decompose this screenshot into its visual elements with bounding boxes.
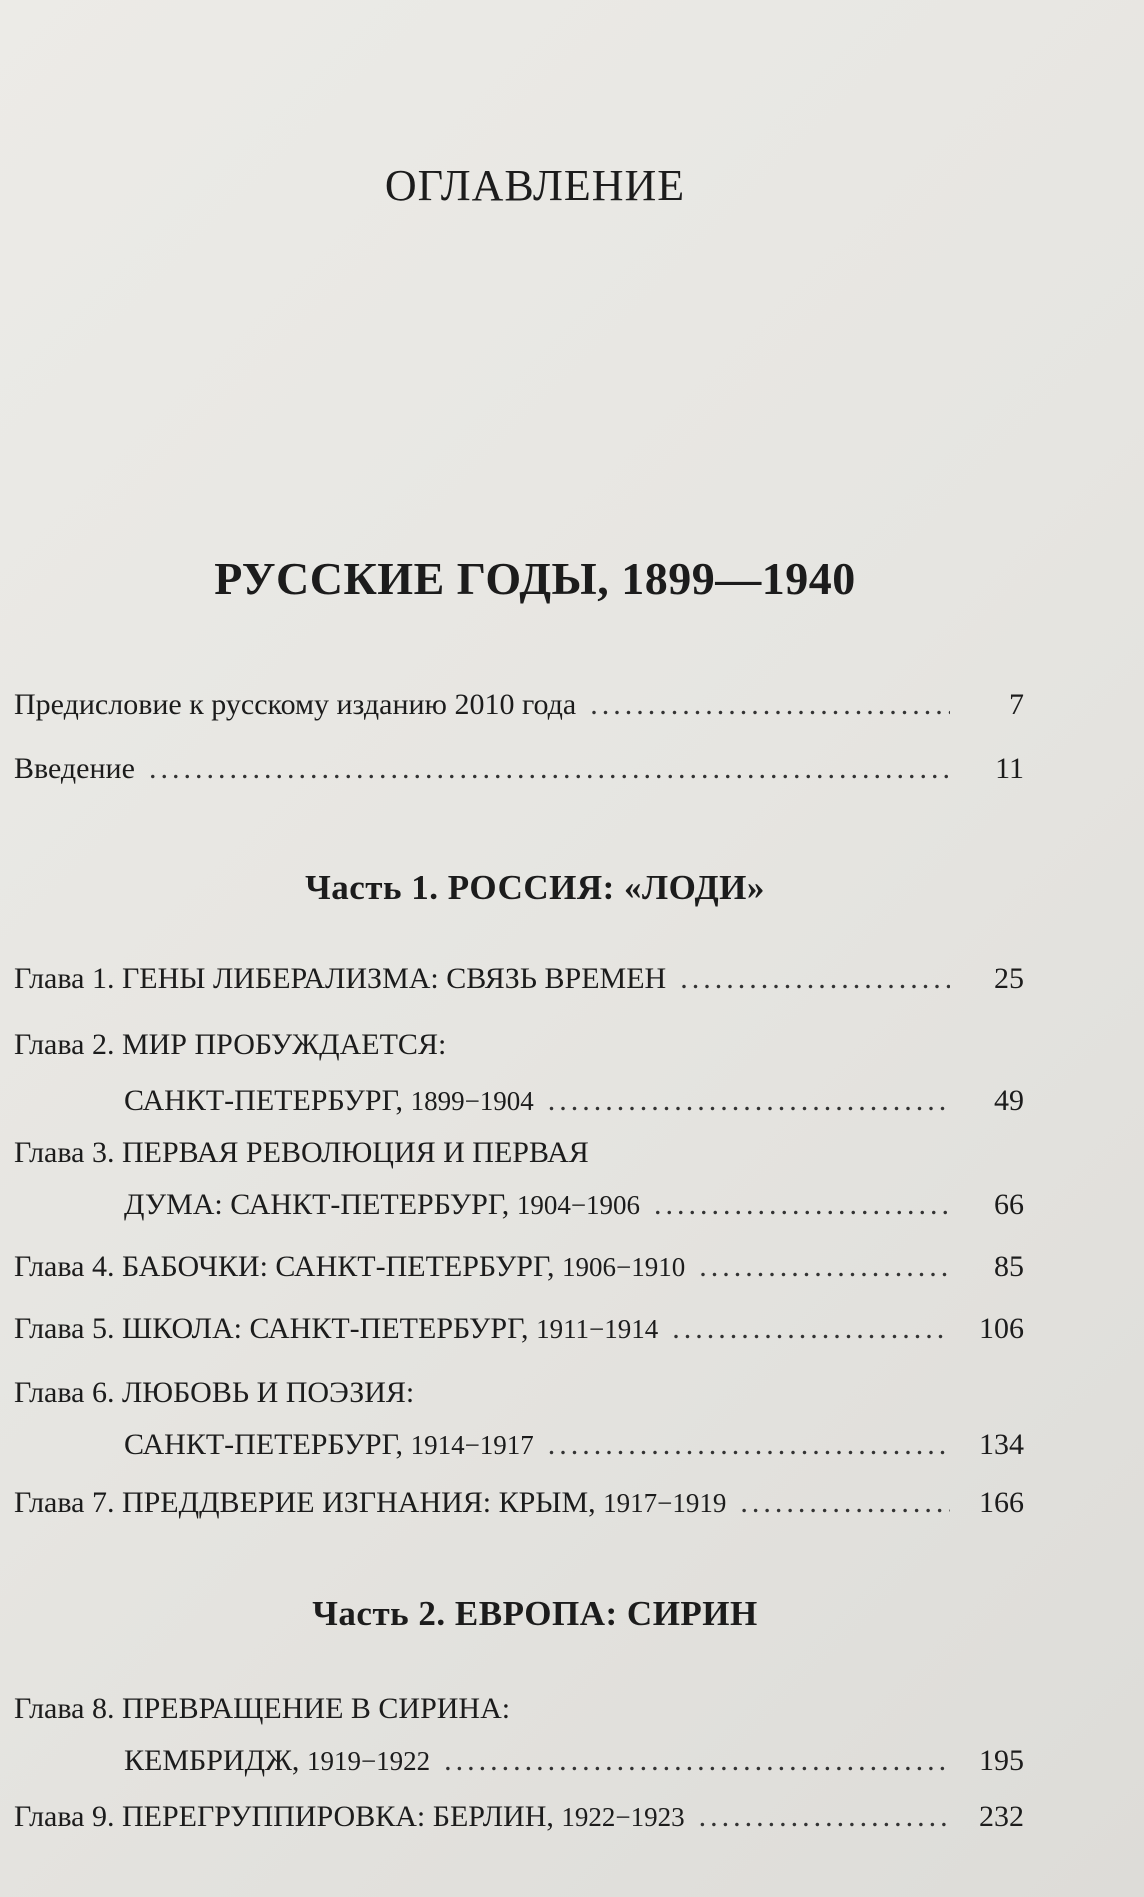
toc-entry-chapter-5[interactable] [14,1310,1024,1348]
entry-years: 1919−1922 [306,1746,431,1776]
entry-page: 134 [979,1428,1024,1461]
toc-entry-preface[interactable] [14,686,1024,724]
toc-entry-chapter-3[interactable] [14,1134,1024,1224]
toc-entry-chapter-4[interactable] [14,1248,1024,1286]
part-2-title: Часть 2. ЕВРОПА: СИРИН [312,1594,758,1633]
entry-title: Глава 7. ПРЕДДВЕРИЕ ИЗГНАНИЯ: КРЫМ, 1917−1919 [14,1486,727,1519]
leader-dots [444,1742,950,1780]
entry-subtitle: САНКТ-ПЕТЕРБУРГ, 1899−1904 [124,1084,534,1117]
entry-title: Глава 3. ПЕРВАЯ РЕВОЛЮЦИЯ И ПЕРВАЯ [14,1136,589,1169]
entry-years: 1904−1906 [516,1190,641,1220]
leader-dots [548,1082,950,1120]
entry-page: 7 [1009,688,1024,721]
entry-title: Глава 4. БАБОЧКИ: САНКТ-ПЕТЕРБУРГ, 1906−1910 [14,1250,686,1283]
toc-heading: ОГЛАВЛЕНИЕ [384,161,686,210]
leader-dots [548,1426,950,1464]
entry-title: Глава 6. ЛЮБОВЬ И ПОЭЗИЯ: [14,1376,415,1409]
toc-entry-chapter-1[interactable] [14,960,1024,998]
entry-years: 1911−1914 [536,1314,659,1344]
entry-years: 1899−1904 [410,1086,534,1116]
section-title: РУССКИЕ ГОДЫ, 1899—1940 [214,553,856,604]
toc-entry-chapter-6[interactable] [14,1374,1024,1464]
leader-dots [699,1798,950,1836]
entry-title: Глава 2. МИР ПРОБУЖДАЕТСЯ: [14,1028,447,1061]
leader-dots [672,1310,950,1348]
entry-years: 1914−1917 [410,1430,534,1460]
leader-dots [680,960,950,998]
entry-subtitle: КЕМБРИДЖ, 1919−1922 [124,1744,431,1777]
entry-subtitle: САНКТ-ПЕТЕРБУРГ, 1914−1917 [124,1428,534,1461]
entry-page: 11 [995,752,1024,785]
entry-page: 66 [994,1188,1024,1221]
leader-dots [149,750,950,788]
entry-years: 1922−1923 [561,1802,685,1832]
entry-title: Предисловие к русскому изданию 2010 года [14,688,577,721]
leader-dots [699,1248,950,1286]
entry-title: Введение [14,752,135,785]
entry-page: 195 [979,1744,1024,1777]
leader-dots [740,1484,950,1522]
entry-title: Глава 5. ШКОЛА: САНКТ-ПЕТЕРБУРГ, 1911−1914 [14,1312,659,1345]
entry-page: 25 [994,962,1024,995]
toc-entry-introduction[interactable] [14,750,1024,788]
leader-dots [654,1186,950,1224]
entry-page: 49 [994,1084,1024,1117]
entry-page: 85 [994,1250,1024,1283]
entry-page: 166 [979,1486,1024,1519]
entry-title: Глава 1. ГЕНЫ ЛИБЕРАЛИЗМА: СВЯЗЬ ВРЕМЕН [14,962,667,995]
toc-entry-chapter-2[interactable] [14,1026,1024,1120]
entry-title: Глава 8. ПРЕВРАЩЕНИЕ В СИРИНА: [14,1692,511,1725]
entry-title: Глава 9. ПЕРЕГРУППИРОВКА: БЕРЛИН, 1922−1923 [14,1800,685,1833]
toc-entry-chapter-9[interactable] [14,1798,1024,1836]
entry-subtitle: ДУМА: САНКТ-ПЕТЕРБУРГ, 1904−1906 [124,1188,641,1221]
part-1-title: Часть 1. РОССИЯ: «ЛОДИ» [305,868,765,907]
entry-page: 232 [979,1800,1024,1833]
leader-dots [590,686,950,724]
entry-years: 1917−1919 [603,1488,727,1518]
entry-page: 106 [979,1312,1024,1345]
entry-years: 1906−1910 [561,1252,686,1282]
toc-entry-chapter-8[interactable] [14,1690,1024,1780]
toc-entry-chapter-7[interactable] [14,1484,1024,1522]
